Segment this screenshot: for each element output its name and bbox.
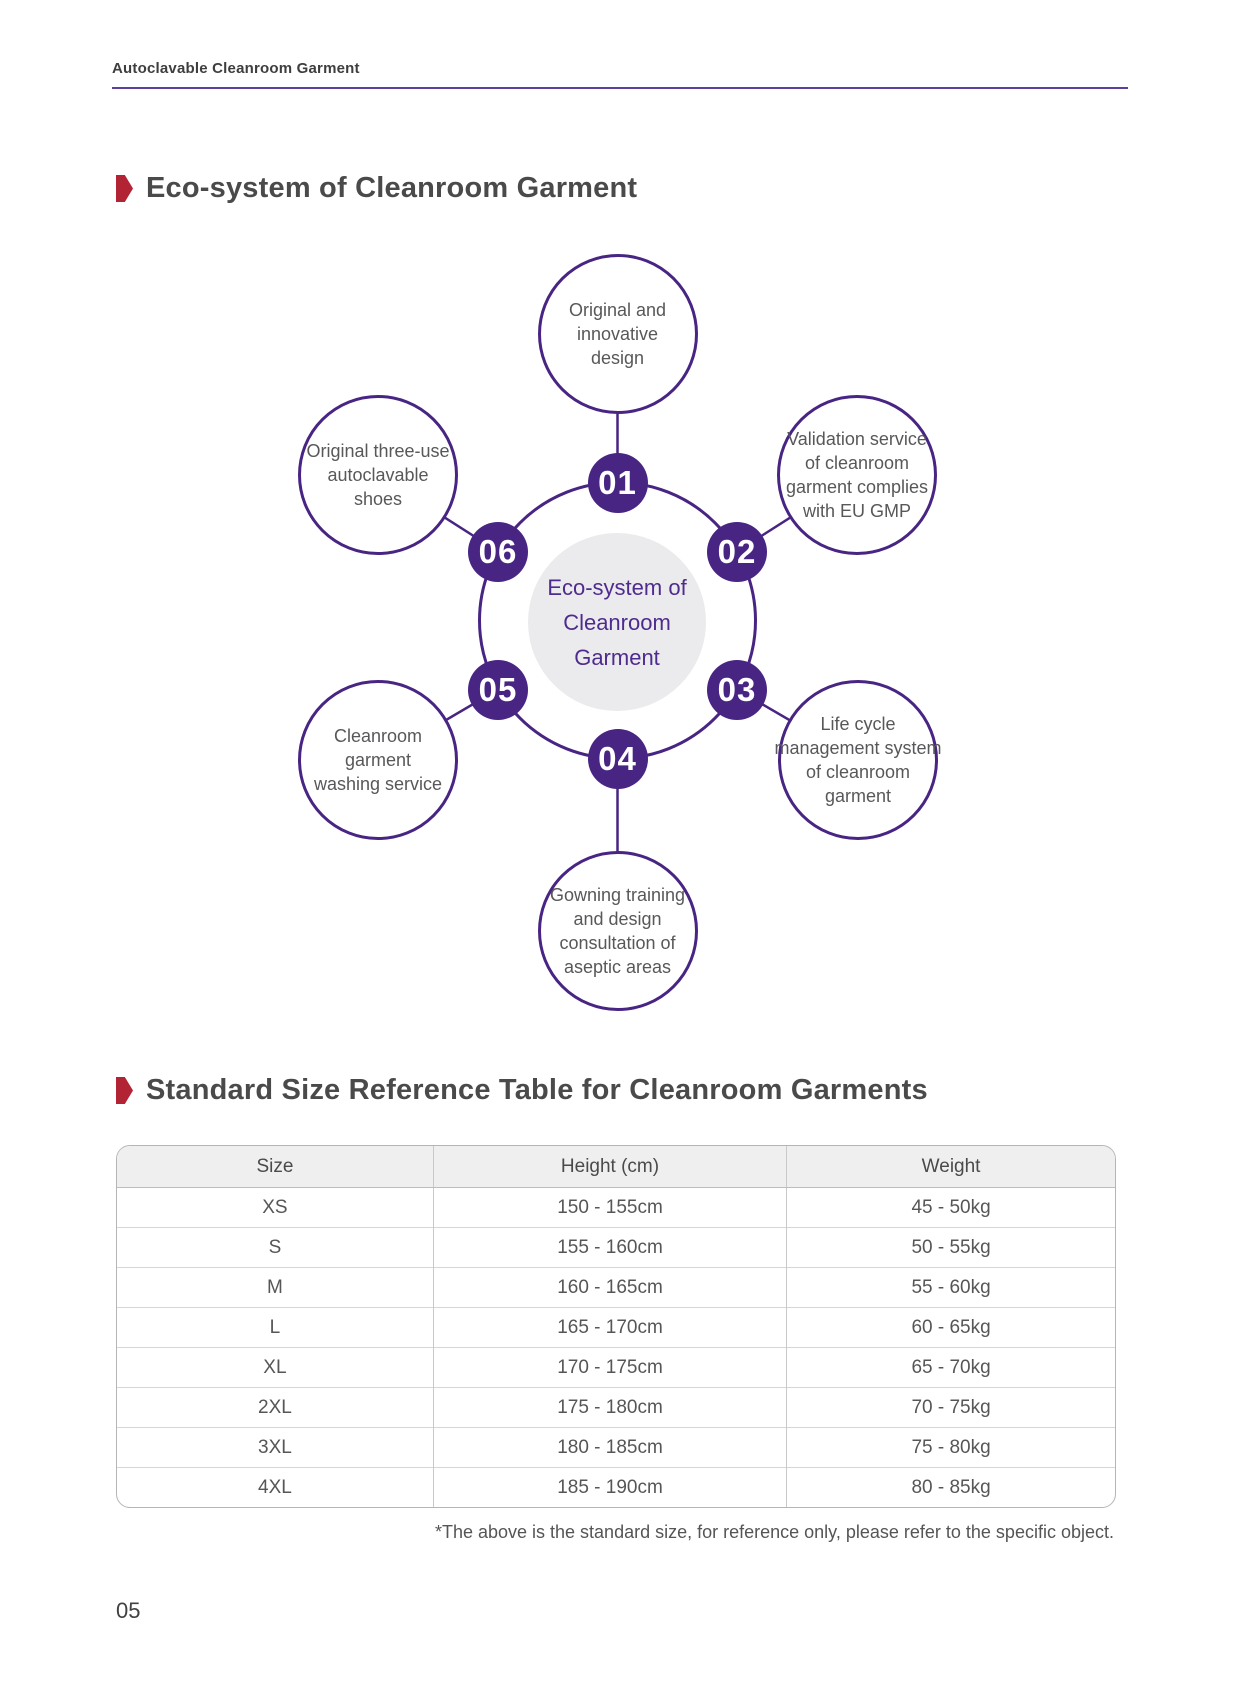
- table-cell: 60 - 65kg: [787, 1308, 1115, 1348]
- bubble-text-line: garment complies: [785, 477, 929, 497]
- table-row: [117, 1348, 1115, 1388]
- bubble-text-line: garment: [344, 750, 412, 770]
- table-cell: 155 - 160cm: [433, 1228, 786, 1268]
- table-cell: S: [117, 1228, 433, 1268]
- bubble-text-line: shoes: [353, 489, 403, 509]
- bubble-text-line: Original three-use: [306, 441, 450, 461]
- table-cell: 165 - 170cm: [433, 1308, 786, 1348]
- table-row: [117, 1428, 1115, 1468]
- table-cell: 80 - 85kg: [787, 1468, 1115, 1508]
- section-title-size-table: Standard Size Reference Table for Cleanroom Garments: [146, 1074, 928, 1106]
- bubble-text-line: Cleanroom: [333, 726, 423, 746]
- table-cell: 150 - 155cm: [433, 1188, 786, 1228]
- bubble-text-line: Validation service: [787, 429, 927, 449]
- diagram-number-node-01: 01: [588, 453, 648, 513]
- bubble-text-line: washing service: [313, 774, 443, 794]
- table-cell: L: [117, 1308, 433, 1348]
- diagram-bubble-03: [774, 680, 942, 840]
- table-cell: 175 - 180cm: [433, 1388, 786, 1428]
- bubble-text-line: of cleanroom: [805, 762, 911, 782]
- table-header-cell: Weight: [787, 1146, 1115, 1188]
- diagram-center-circle: [528, 533, 706, 711]
- center-circle-text: Garment: [574, 644, 660, 670]
- bubble-text-line: design: [590, 348, 645, 368]
- table-footnote: *The above is the standard size, for reference only, please refer to the specific object.: [434, 1522, 1114, 1542]
- diagram-number-node-02: 02: [707, 522, 767, 582]
- bubble-text-line: consultation of: [559, 933, 676, 953]
- table-row: [117, 1228, 1115, 1268]
- diagram-number-node-05: 05: [468, 660, 528, 720]
- bubble-text-line: Gowning training: [549, 885, 686, 905]
- table-cell: XL: [117, 1348, 433, 1388]
- page-number: 05: [116, 1598, 141, 1623]
- center-circle-text: Eco-system of: [547, 574, 687, 600]
- table-cell: 160 - 165cm: [433, 1268, 786, 1308]
- table-cell: M: [117, 1268, 433, 1308]
- table-header-cell: Size: [117, 1146, 433, 1188]
- red-arrow-bullet-icon: [116, 1077, 133, 1104]
- diagram-bubble-01: [538, 254, 698, 414]
- diagram-bubble-06: [298, 395, 458, 555]
- table-cell: 2XL: [117, 1388, 433, 1428]
- table-cell: 3XL: [117, 1428, 433, 1468]
- table-row: [117, 1308, 1115, 1348]
- bubble-text-line: of cleanroom: [804, 453, 910, 473]
- bubble-text-line: garment: [824, 786, 892, 806]
- table-cell: 50 - 55kg: [787, 1228, 1115, 1268]
- diagram-number-node-06: 06: [468, 522, 528, 582]
- bubble-text-line: with EU GMP: [802, 501, 912, 521]
- table-cell: 45 - 50kg: [787, 1188, 1115, 1228]
- diagram-bubble-02: [777, 395, 937, 555]
- table-cell: 4XL: [117, 1468, 433, 1508]
- table-cell: 75 - 80kg: [787, 1428, 1115, 1468]
- table-cell: 180 - 185cm: [433, 1428, 786, 1468]
- table-cell: 65 - 70kg: [787, 1348, 1115, 1388]
- table-header-row: [117, 1146, 1115, 1188]
- bubble-text-line: and design: [573, 909, 662, 929]
- table-header-cell: Height (cm): [433, 1146, 786, 1188]
- diagram-number-node-03: 03: [707, 660, 767, 720]
- diagram-number-node-04: 04: [588, 729, 648, 789]
- running-header: Autoclavable Cleanroom Garment: [112, 60, 360, 77]
- bubble-text-line: Life cycle: [820, 714, 896, 734]
- bubble-text-line: aseptic areas: [563, 957, 672, 977]
- table-cell: 55 - 60kg: [787, 1268, 1115, 1308]
- table-row: [117, 1188, 1115, 1228]
- table-cell: XS: [262, 1196, 288, 1218]
- diagram-bubble-04: [538, 851, 698, 1011]
- table-cell: 170 - 175cm: [433, 1348, 786, 1388]
- table-row: [117, 1388, 1115, 1428]
- size-reference-table: [116, 1145, 1116, 1508]
- table-cell: 185 - 190cm: [433, 1468, 786, 1508]
- bubble-text-line: autoclavable: [327, 465, 429, 485]
- table-row: [117, 1468, 1115, 1508]
- table-row: [117, 1268, 1115, 1308]
- bubble-text-line: innovative: [576, 324, 659, 344]
- section-title-ecosystem: Eco-system of Cleanroom Garment: [146, 172, 638, 204]
- bubble-text-line: management system: [774, 738, 942, 758]
- diagram-bubble-05: [298, 680, 458, 840]
- center-circle-text: Cleanroom: [563, 609, 671, 635]
- bubble-text-line: Original and: [568, 300, 667, 320]
- table-cell: 70 - 75kg: [787, 1388, 1115, 1428]
- section-size-table-heading: [116, 1072, 928, 1109]
